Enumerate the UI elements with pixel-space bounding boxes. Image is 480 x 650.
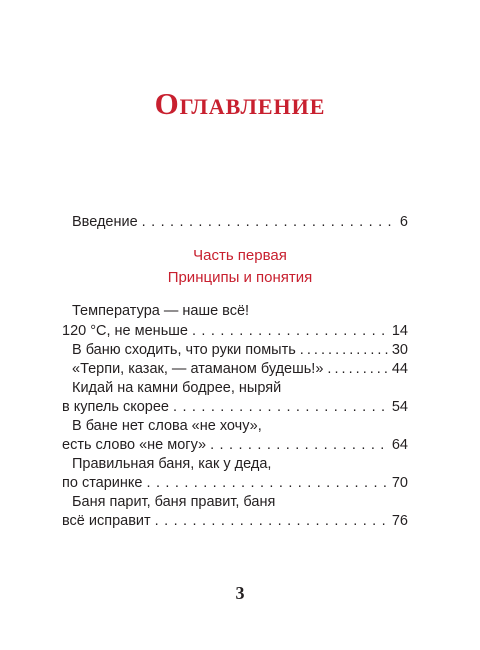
toc-entry-label: по старинке <box>62 475 143 491</box>
page-number-folio: 3 <box>235 583 245 603</box>
toc-dot-leader <box>327 359 387 379</box>
toc-entry-line[interactable]: Правильная баня, как у деда, <box>72 456 272 472</box>
toc-entry-label: В баню сходить, что руки помыть <box>72 342 296 358</box>
toc-dot-leader <box>142 212 396 232</box>
page-title: Оглавление <box>154 86 326 121</box>
toc-page-number: 76 <box>391 513 408 529</box>
toc-entry-intro[interactable] <box>72 212 408 232</box>
toc-entry-label: «Терпи, казак, — атаманом будешь!» <box>72 361 324 377</box>
toc-page-number: 54 <box>391 399 408 415</box>
toc-entry-label: есть слово «не могу» <box>62 437 207 453</box>
toc-entry[interactable] <box>62 321 408 341</box>
toc-page-number: 44 <box>391 361 408 377</box>
part-heading-number: Часть первая <box>193 247 287 264</box>
toc-dot-leader <box>192 321 388 341</box>
toc-entry-label: Введение <box>72 214 138 230</box>
toc-entry-label: в купель скорее <box>62 399 169 415</box>
toc-dot-leader <box>300 340 388 360</box>
toc-page-number: 70 <box>391 475 408 491</box>
toc-page-number: 30 <box>391 342 408 358</box>
part-heading-title: Принципы и понятия <box>167 269 313 286</box>
toc-entry-line[interactable]: Баня парит, баня правит, баня <box>72 494 276 510</box>
toc-entry-line[interactable]: В бане нет слова «не хочу», <box>72 418 262 434</box>
toc-entry[interactable] <box>62 435 408 455</box>
toc-dot-leader <box>173 397 388 417</box>
toc-entry[interactable] <box>72 340 408 360</box>
toc-page-number: 6 <box>399 214 408 230</box>
toc-entry-line[interactable]: Температура — наше всё! <box>72 303 250 319</box>
toc-page-number: 64 <box>391 437 408 453</box>
toc-dot-leader <box>155 511 388 531</box>
toc-entry[interactable] <box>72 359 408 379</box>
toc-entry[interactable] <box>62 397 408 417</box>
toc-entry-label: всё исправит <box>62 513 151 529</box>
toc-entry[interactable] <box>62 511 408 531</box>
toc-page-number: 14 <box>391 323 408 339</box>
toc-entry[interactable] <box>62 473 408 493</box>
toc-entry-label: 120 °С, не меньше <box>62 323 188 339</box>
toc-dot-leader <box>210 435 388 455</box>
toc-dot-leader <box>146 473 387 493</box>
toc-entry-line[interactable]: Кидай на камни бодрее, ныряй <box>72 380 282 396</box>
